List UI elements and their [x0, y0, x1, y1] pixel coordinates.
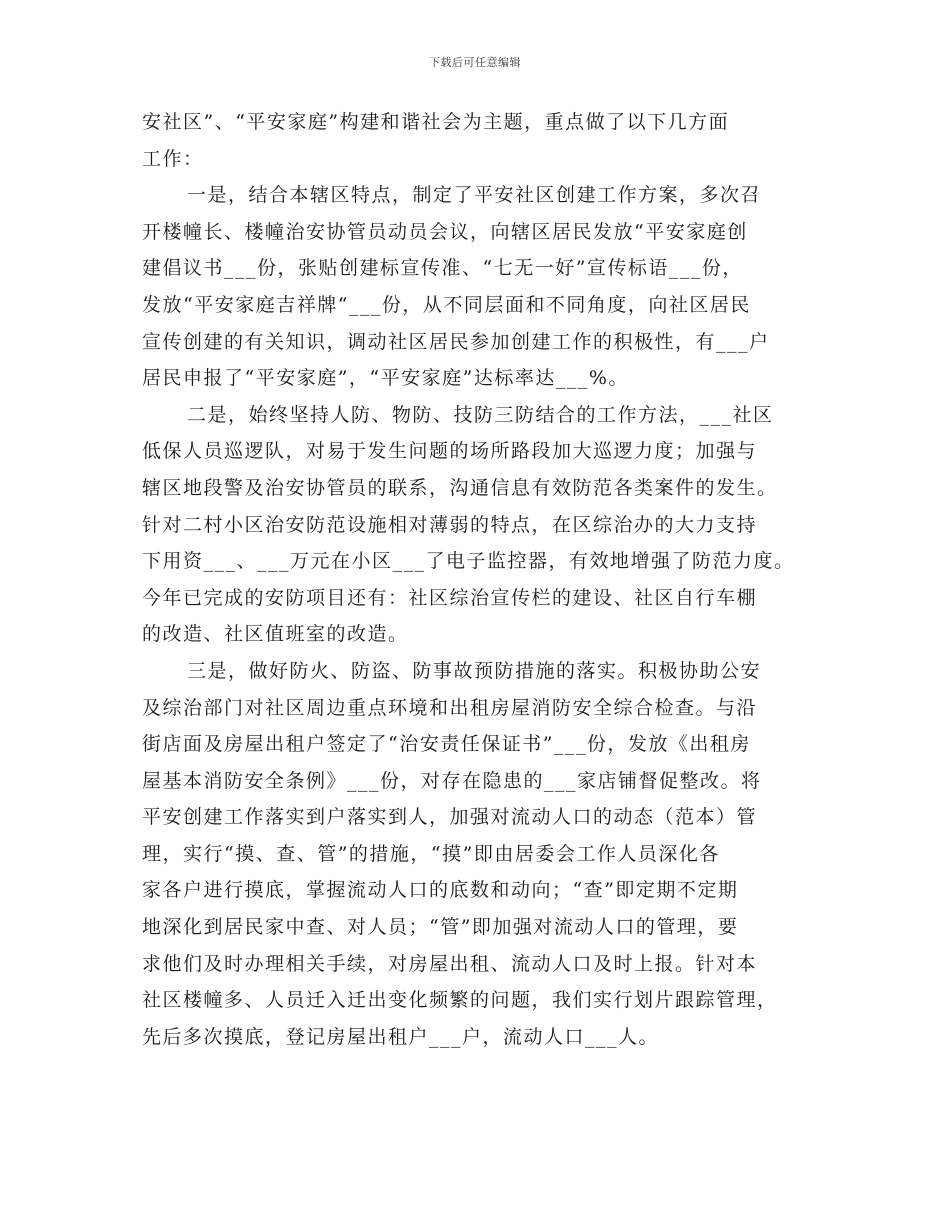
text-line: 社区楼幢多、人员迁入迁出变化频繁的问题，我们实行划片跟踪管理， [142, 989, 778, 1012]
text-line: 辖区地段警及治安协管员的联系，沟通信息有效防范各类案件的发生。 [142, 476, 778, 499]
document-body [142, 104, 814, 1055]
text-line: 理，实行“摸、查、管”的措施，“摸”即由居委会工作人员深化各 [142, 842, 720, 865]
text-line: 屋基本消防安全条例》___份，对存在隐患的___家店铺督促整改。将 [142, 769, 762, 792]
page-header: 下载后可任意编辑 [429, 56, 521, 69]
text-line: 低保人员巡逻队，对易于发生问题的场所路段加大巡逻力度；加强与 [142, 440, 758, 463]
text-line: 居民申报了“平安家庭”，“平安家庭”达标率达___%。 [142, 367, 629, 390]
text-line: 下用资___、___万元在小区___了电子监控器，有效地增强了防范力度。 [142, 550, 795, 573]
text-line: 求他们及时办理相关手续，对房屋出租、流动人口及时上报。针对本 [142, 952, 758, 975]
text-line: 针对二村小区治安防范设施相对薄弱的特点，在区综治办的大力支持 [142, 513, 758, 536]
text-line: 街店面及房屋出租户签定了“治安责任保证书”___份，发放《出租房 [142, 733, 751, 756]
text-line: 平安创建工作落实到户落实到人，加强对流动人口的动态（范本）管 [142, 806, 758, 829]
paragraph-2-start: 二是，始终坚持人防、物防、技防三防结合的工作方法，___社区 [187, 403, 774, 426]
text-line: 发放“平安家庭吉祥牌“___份，从不同层面和不同角度，向社区居民 [142, 293, 751, 316]
text-line: 工作： [142, 147, 204, 170]
paragraph-1-start: 一是，结合本辖区特点，制定了平安社区创建工作方案，多次召 [187, 184, 762, 207]
text-line: 今年已完成的安防项目还有：社区综治宣传栏的建设、社区自行车棚 [142, 586, 758, 609]
text-line: 建倡议书___份，张贴创建标宣传准、“七无一好”宣传标语___份， [142, 257, 743, 280]
text-line: 先后多次摸底，登记房屋出租户___户，流动人口___人。 [142, 1025, 660, 1048]
text-line: 及综治部门对社区周边重点环境和出租房屋消防安全综合检查。与沿 [142, 696, 758, 719]
text-line: 宣传创建的有关知识，调动社区居民参加创建工作的积极性，有___户 [142, 330, 770, 353]
text-line: 安社区”、“平安家庭”构建和谐社会为主题，重点做了以下几方面 [142, 111, 730, 133]
text-line: 家各户进行摸底，掌握流动人口的底数和动向；“查”即定期不定期 [142, 879, 739, 902]
text-line: 的改造、社区值班室的改造。 [142, 623, 409, 646]
text-line: 地深化到居民家中查、对人员；“管”即加强对流动人口的管理，要 [142, 916, 739, 939]
paragraph-3-start: 三是，做好防火、防盗、防事故预防措施的落实。积极协助公安 [187, 659, 762, 682]
text-line: 开楼幢长、楼幢治安协管员动员会议，向辖区居民发放“平安家庭创 [142, 220, 748, 243]
